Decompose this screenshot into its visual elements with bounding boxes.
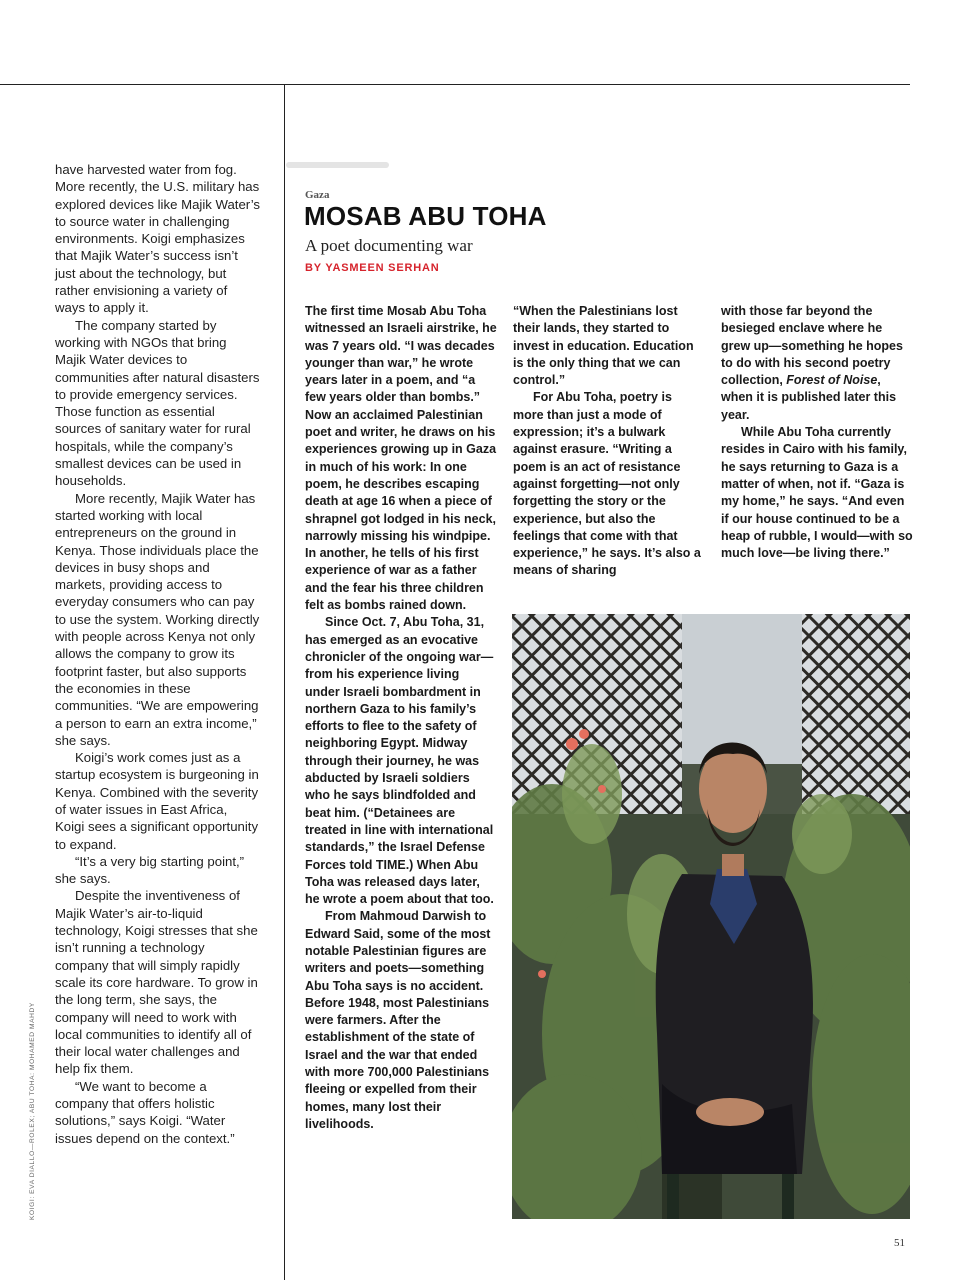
column-divider <box>284 84 285 1280</box>
section-marker-bar <box>286 162 389 168</box>
body-column-3 <box>721 303 913 562</box>
body-paragraph: Since Oct. 7, Abu Toha, 31, has emerged as an evocative chronicler of the ongoing war—from his experience living under Israeli bombardment in northern Gaza to his family’s efforts to flee to the safety of neighboring Egypt. Midway through their journey, he was abducted by Israeli soldiers who he says blindfolded and beat him. (“Detainees are treated in line with international standards,” the Israel Defense Forces told TIME.) When Abu Toha was released days later, he wrote a poem about that too. <box>305 615 494 907</box>
top-rule <box>0 84 910 85</box>
body-paragraph: While Abu Toha currently resides in Cairo with his family, he says returning to Gaza is a matter of when, not if. “Gaza is my home,” he says. “And even if our house continued to be a heap of rubble, I would—with so much love—be living there.” <box>721 425 913 561</box>
body-text: , when it is published later this year. <box>721 373 897 422</box>
left-paragraph: Despite the inventiveness of Majik Water’s air-to-liquid technology, Koigi stresses that she isn’t running a technology company that will simply rapidly scale its core hardware. To grow in the long term, she says, the company will need to work with local communities to identify all of their local water challenges and help fix them. <box>55 888 258 1077</box>
book-title: Forest of Noise <box>786 373 878 388</box>
body-paragraph: From Mahmoud Darwish to Edward Said, some of the most notable Palestinian figures are writers and poets—something Abu Toha says is no accident. Before 1948, most Palestinians were farmers. After the establishment of the state of Israel and the war that ended with more 700,000 Palestinians fleeing or expelled from their homes, many lost their livelihoods. <box>305 909 491 1131</box>
body-paragraph: “When the Palestinians lost their lands, they started to invest in education. Education is the only thing that we can control.” <box>513 304 694 388</box>
body-paragraph: The first time Mosab Abu Toha witnessed an Israeli airstrike, he was 7 years old. “I was decades younger than war,” he wrote years later in a poem, and “a few years older than bombs.” Now an acclaimed Palestinian poet and writer, he draws on his experiences growing up in Gaza in much of his work: In one poem, he describes escaping death at age 16 when a piece of shrapnel got lodged in his neck, narrowly missing his windpipe. In another, he tells of his first experience of war as a father and the fear his three children felt as bombs rained down. <box>305 304 497 613</box>
left-paragraph: Koigi’s work comes just as a startup ecosystem is burgeoning in Kenya. Combined with the severity of water issues in East Africa, Koigi sees a significant opportunity to expand. <box>55 750 259 852</box>
body-text: with those far beyond the besieged enclave where he grew up—something he hopes to do with his second poetry collection, <box>721 304 903 388</box>
left-paragraph: More recently, Majik Water has started working with local entrepreneurs on the ground in Kenya. Those individuals place the devices in busy shops and markets, providing access to everyday consumers who can pay to use the system. Working directly with people across Kenya not only allows the company to grow its footprint faster, but also supports the economies in these communities. “We are empowering a person to earn an extra income,” she says. <box>55 490 260 748</box>
left-paragraph: have harvested water from fog. More recently, the U.S. military has explored devices like Majik Water’s to source water in challenging environments. Koigi emphasizes that Majik Water’s success isn’t just about the technology, but rather envisioning a variety of ways to apply it. <box>55 162 260 316</box>
left-paragraph: “It’s a very big starting point,” she says. <box>55 853 245 887</box>
left-paragraph: “We want to become a company that offers holistic solutions,” says Koigi. “Water issues depend on the context.” <box>55 1078 235 1146</box>
left-article-column <box>55 161 260 1147</box>
portrait-illustration <box>512 614 910 1219</box>
photo-credit: KOIGI: EVA DIALLO—ROLEX; ABU TOHA: MOHAMED MAHDY <box>29 1002 36 1220</box>
body-paragraph <box>721 303 913 424</box>
page-number: 51 <box>894 1237 905 1249</box>
article-dek: A poet documenting war <box>305 236 473 255</box>
section-kicker: Gaza <box>305 189 330 201</box>
article-headline: MOSAB ABU TOHA <box>304 201 547 231</box>
body-paragraph: For Abu Toha, poetry is more than just a mode of expression; it’s a bulwark against erasure. “Writing a poem is an act of resistance against forgetting—not only forgetting the story or the experience, but also the feelings that come with that experience,” he says. It’s also a means of sharing <box>513 390 701 578</box>
left-paragraph: The company started by working with NGOs that bring Majik Water devices to communities after natural disasters to provide emergency services. Those function as essential sources of sanitary water for rural hospitals, while the company’s smallest devices can be used in households. <box>55 317 260 489</box>
article-byline: BY YASMEEN SERHAN <box>305 262 440 274</box>
body-column-2 <box>513 303 705 580</box>
portrait-photo <box>512 614 910 1219</box>
body-column-1 <box>305 303 497 1133</box>
